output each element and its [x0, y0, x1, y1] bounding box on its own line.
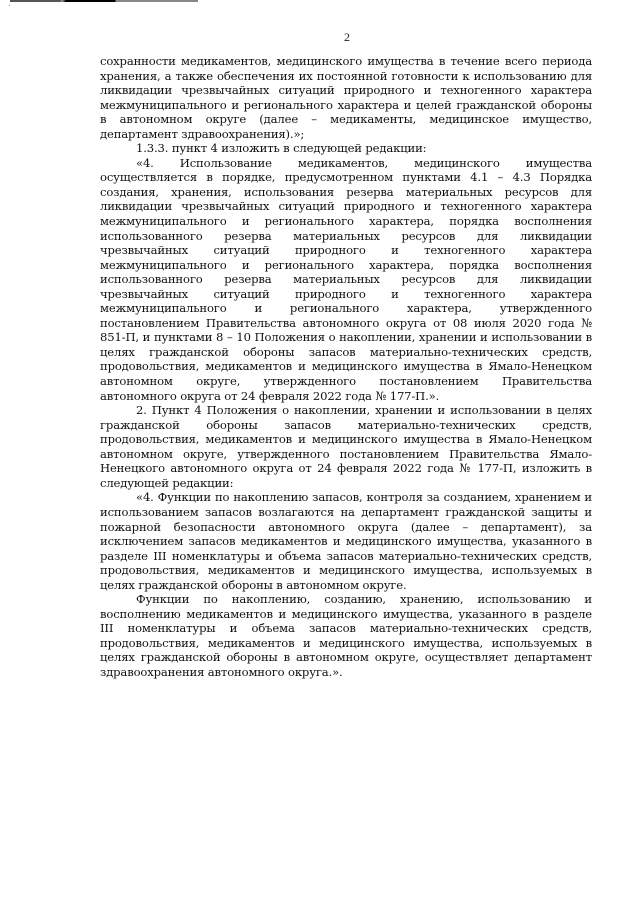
paragraph-quoted-point-4-usage: «4. Использование медикаментов, медицинского имущества осуществляется в порядке, предусмотренном пунктами 4.1 – 4.3 Порядка создания, хранения, использования резерва материальных ресурсов для ликвидации чрезвычайных ситуаций природного и техногенного характера межмуниципального и регионального характера, порядка восполнения использованного резерва материальных ресурсов для ликвидации чрезвычайных ситуаций природного и техногенного характера межмуниципального и регионального характера, порядка восполнения использованного резерва материальных ресурсов для ликвидации чрезвычайных ситуаций природного и техногенного характера межмуниципального и регионального характера, утвержденного постановлением Правительства автономного округа от 08 июля 2020 года № 851-П, и пунктами 8 – 10 Положения о накоплении, хранении и использовании в целях гражданской обороны запасов материально-технических средств, продовольствия, медикаментов и медицинского имущества в Ямало-Ненецком автономном округе, утвержденного постановлением Правительства автономного округа от 24 февраля 2022 года № 177-П.».	[100, 155, 592, 403]
paragraph-quoted-point-4-functions: «4. Функции по накоплению запасов, контроля за созданием, хранением и использованием запасов возлагаются на департамент гражданской защиты и пожарной безопасности автономного округа (далее – департамент), за исключением запасов медикаментов и медицинского имущества, указанного в разделе III номенклатуры и объема запасов материально-технических средств, продовольствия, медикаментов и медицинского имущества, используемых в целях гражданской обороны в автономном округе.	[100, 490, 592, 592]
paragraph-item-1-3-3: 1.3.3. пункт 4 изложить в следующей редакции:	[136, 141, 427, 156]
paragraph-functions-health-department: Функции по накоплению, созданию, хранению, использованию и восполнению медикаментов и медицинского имущества, указанного в разделе III номенклатуры и объема запасов материально-технических средств, продовольствия, медикаментов и медицинского имущества, используемых в целях гражданской обороны в автономном округе, осуществляет департамент здравоохранения автономного округа.».	[100, 592, 592, 679]
scan-artifact-dot	[9, 5, 10, 6]
paragraph-continuation: сохранности медикаментов, медицинского имущества в течение всего периода хранения, а также обеспечения их постоянной готовности к использованию для ликвидации чрезвычайных ситуаций природного и техногенного характера межмуниципального и регионального характера и целей гражданской обороны в автономном округе (далее – медикаменты, медицинское имущество, департамент здравоохранения).»;	[100, 54, 592, 141]
document-body	[100, 54, 592, 680]
paragraph-item-2: 2. Пункт 4 Положения о накоплении, хранении и использовании в целях гражданской обороны запасов материально-технических средств, продовольствия, медикаментов и медицинского имущества в Ямало-Ненецком автономном округе, утвержденного постановлением Правительства Ямало-Ненецкого автономного округа от 24 февраля 2022 года № 177-П, изложить в следующей редакции:	[100, 403, 592, 490]
scan-artifact-line	[10, 0, 198, 2]
page-number: 2	[344, 30, 350, 44]
